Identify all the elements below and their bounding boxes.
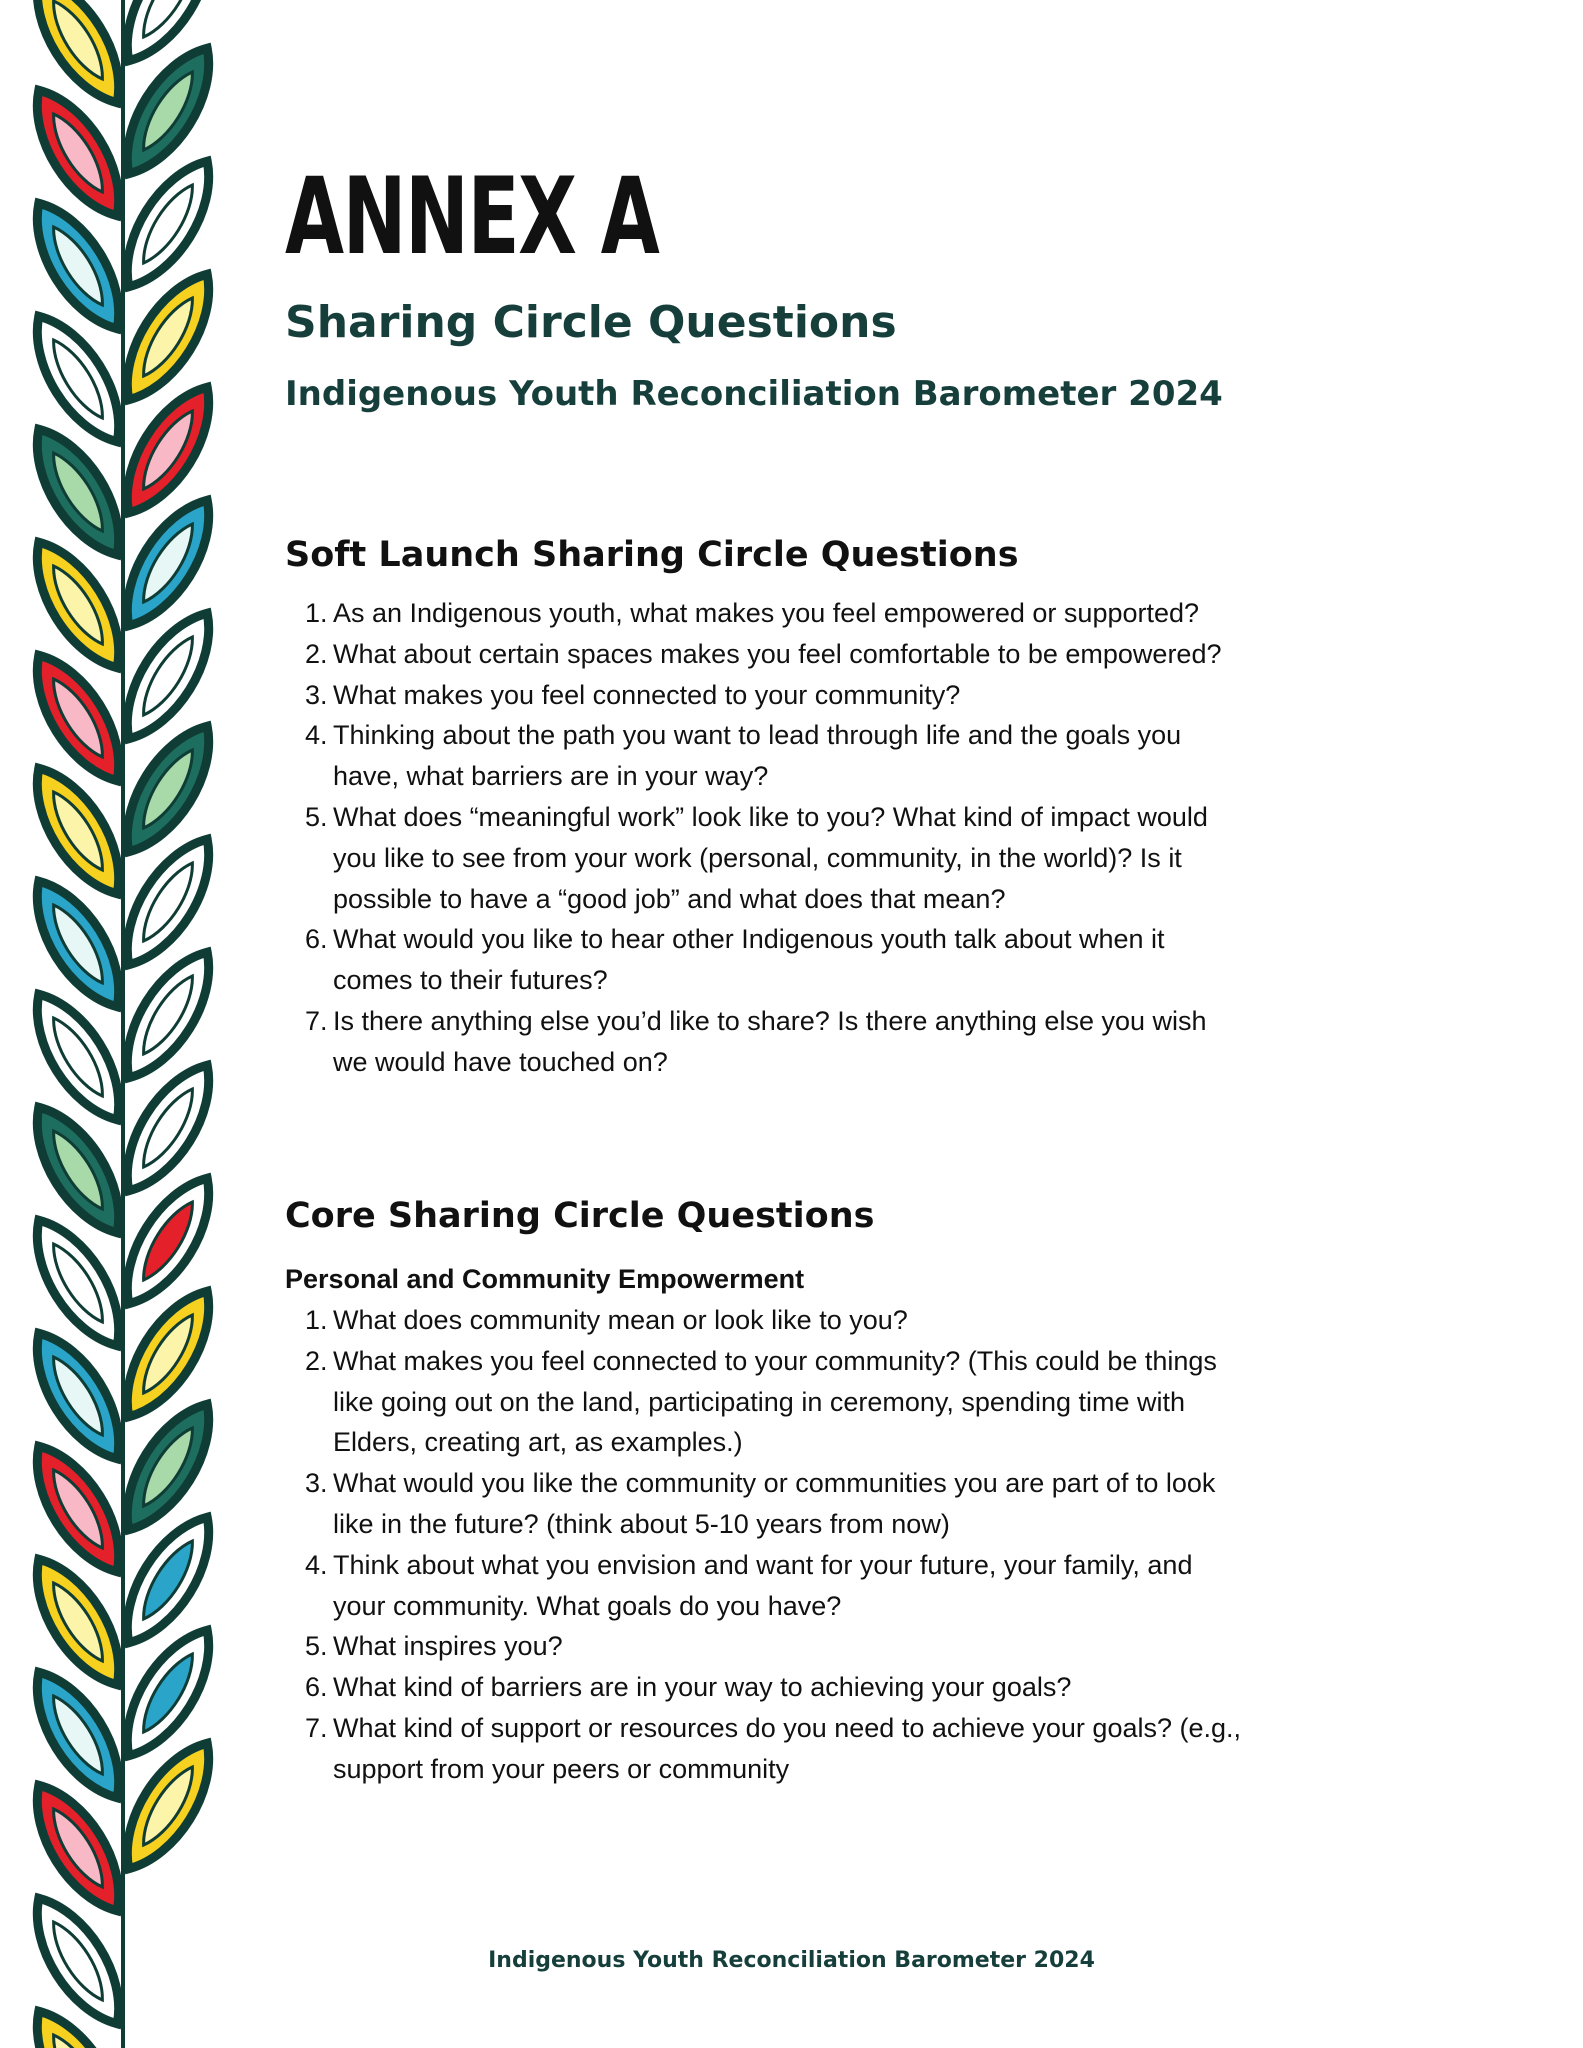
question-number: 1.: [305, 1305, 328, 1335]
question-number: 7.: [305, 1005, 328, 1036]
question-number: 5.: [305, 1631, 328, 1662]
page-subtitle: Sharing Circle Questions: [285, 297, 897, 348]
question-item: [285, 675, 1245, 716]
question-text: What does “meaningful work” look like to you? What kind of impact would you like to see from your work (personal, community, in the world)? Is it possible to have a “good job” and what does that mean?: [333, 801, 1208, 914]
question-item: [285, 1341, 1245, 1463]
question-item: [285, 1545, 1245, 1627]
question-text: What about certain spaces makes you feel comfortable to be empowered?: [333, 638, 1222, 669]
question-item: [285, 1463, 1245, 1545]
question-number: 5.: [305, 801, 328, 832]
question-text: What would you like to hear other Indigenous youth talk about when it comes to their futures?: [333, 924, 1165, 996]
question-item: [285, 919, 1245, 1001]
question-item: [285, 1626, 1245, 1667]
annex-title: ANNEX A: [285, 155, 659, 278]
question-number: 4.: [305, 1549, 328, 1580]
core-question-list: [285, 1300, 1245, 1790]
question-text: Is there anything else you’d like to share? Is there anything else you wish we would have touched on?: [333, 1005, 1207, 1077]
question-item: [285, 1667, 1245, 1708]
question-number: 6.: [305, 1672, 328, 1703]
report-title: Indigenous Youth Reconciliation Barometer 2024: [285, 374, 1223, 414]
question-item: [285, 593, 1245, 634]
soft-launch-question-list: [285, 593, 1245, 1083]
core-subheading: Personal and Community Empowerment: [285, 1264, 805, 1294]
page-footer: [0, 1948, 1583, 1973]
question-item: [285, 797, 1245, 919]
question-item: [285, 1708, 1245, 1790]
question-text: What would you like the community or communities you are part of to look like in the future? (think about 5-10 years from now): [333, 1468, 1216, 1539]
question-text: What kind of support or resources do you need to achieve your goals? (e.g., support from your peers or community: [333, 1712, 1242, 1784]
question-number: 1.: [305, 598, 328, 628]
question-text: What kind of barriers are in your way to achieving your goals?: [333, 1672, 1072, 1703]
question-number: 3.: [305, 679, 328, 710]
question-number: 2.: [305, 638, 328, 669]
footer-text: Indigenous Youth Reconciliation Barometer 2024: [488, 1948, 1095, 1973]
question-text: What inspires you?: [333, 1631, 563, 1662]
question-item: [285, 1001, 1245, 1083]
question-text: What makes you feel connected to your community? (This could be things like going out on the land, participating in ceremony, spending time with Elders, creating art, as examples.): [333, 1345, 1217, 1458]
question-item: [285, 715, 1245, 797]
question-number: 6.: [305, 924, 328, 955]
question-text: Think about what you envision and want for your future, your family, and your community. What goals do you have?: [333, 1549, 1193, 1621]
question-text: As an Indigenous youth, what makes you feel empowered or supported?: [333, 598, 1200, 628]
question-number: 7.: [305, 1712, 328, 1743]
core-heading: Core Sharing Circle Questions: [285, 1196, 875, 1236]
question-text: Thinking about the path you want to lead through life and the goals you have, what barriers are in your way?: [333, 720, 1182, 792]
question-item: [285, 634, 1245, 675]
question-item: [285, 1300, 1245, 1341]
decorative-leaf-border: [30, 0, 220, 2048]
soft-launch-heading: Soft Launch Sharing Circle Questions: [285, 535, 1019, 575]
question-number: 2.: [305, 1345, 328, 1376]
question-text: What makes you feel connected to your community?: [333, 679, 961, 710]
question-text: What does community mean or look like to you?: [333, 1305, 908, 1335]
question-number: 4.: [305, 720, 328, 751]
question-number: 3.: [305, 1468, 328, 1499]
